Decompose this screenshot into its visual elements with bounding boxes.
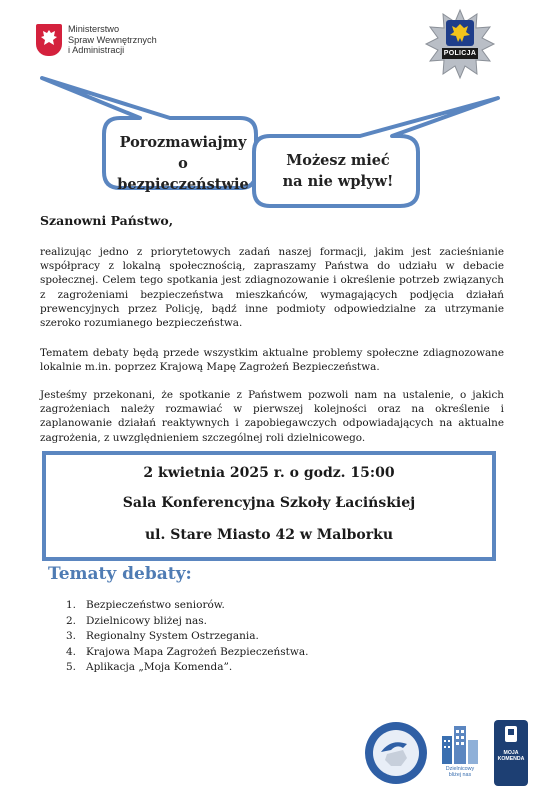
dz-line: Dzielnicowy	[445, 766, 475, 772]
item-text: Regionalny System Ostrzegania.	[86, 630, 259, 643]
paragraph-intro: realizując jedno z priorytetowych zadań naszej formacji, jakim jest zacieśnianie współpracy z lokalną społecznością, zapraszamy Państwa do udziału w debacie społecznej. Celem tego spotkania jest zdiagnozowanie i określenie potrzeb związanych z zagrożeniami bezpieczeństwa mieszkańców, wymagających podjęcia działań prewencyjnych przez Policję, bądź inne podmioty odpowiedzialne za utrzymanie szeroko rozumianego bezpieczeństwa.	[40, 246, 504, 330]
item-number: 5.	[66, 661, 77, 674]
bubble-line: Porozmawiajmy	[119, 134, 247, 151]
topics-title: Tematy debaty:	[48, 564, 192, 584]
eagle-icon	[36, 24, 62, 56]
paragraph-topic: Tematem debaty będą przede wszystkim aktualne problemy społeczne zdiagnozowane lokalnie m.in. poprzez Krajową Mapę Zagrożeń Bezpieczeństwa.	[40, 347, 504, 374]
ministry-line: i Administracji	[68, 45, 125, 56]
bubble-left-text	[112, 132, 254, 195]
item-number: 3.	[66, 630, 77, 643]
ministry-line: Spraw Wewnętrznych	[68, 34, 157, 45]
item-text: Aplikacja „Moja Komenda”.	[86, 661, 233, 674]
list-item	[66, 629, 308, 645]
item-number: 2.	[66, 614, 77, 627]
app-line: MOJA	[503, 750, 519, 756]
dzielnicowy-text	[438, 766, 482, 778]
bubble-line: Możesz mieć	[286, 152, 390, 169]
bubble-line: na nie wpływ!	[282, 173, 394, 190]
poland-map-icon	[373, 730, 419, 776]
paragraph-conclusion: Jesteśmy przekonani, że spotkanie z Państwem pozwoli nam na ustalenie, o jakich zagrożeniach należy rozmawiać w pierwszej kolejności oraz na określenie i zaplanowanie działań reaktywnych i zapobiegawczych odpowiadających na aktualne zagrożenia, z uwzględnieniem szczególnej roli dzielnicowego.	[40, 389, 504, 444]
event-address: ul. Stare Miasto 42 w Malborku	[144, 527, 394, 543]
list-item	[66, 598, 308, 614]
ministry-line: Ministerstwo	[68, 24, 120, 34]
item-number: 1.	[66, 599, 77, 611]
item-text: Dzielnicowy bliżej nas.	[86, 614, 207, 627]
logo-inner	[373, 730, 419, 776]
event-place: Sala Konferencyjna Szkoły Łacińskiej	[122, 495, 416, 511]
list-item	[66, 645, 308, 661]
bubble-line: o bezpieczeństwie	[117, 155, 249, 193]
buildings-icon	[438, 722, 482, 766]
app-line: KOMENDA	[497, 756, 525, 762]
topics-list	[66, 598, 308, 676]
bubble-right-text	[268, 150, 408, 192]
list-item	[66, 660, 308, 676]
moja-komenda-logo	[494, 720, 528, 786]
ministry-logo	[36, 24, 157, 64]
speech-bubbles	[0, 70, 546, 220]
event-info-box	[42, 451, 496, 561]
item-number: 4.	[66, 645, 77, 658]
police-label: POLICJA	[443, 50, 477, 57]
item-text: Bezpieczeństwo seniorów.	[86, 599, 225, 611]
app-name	[494, 750, 528, 762]
greeting: Szanowni Państwo,	[40, 213, 174, 228]
dz-line: bliżej nas	[448, 772, 472, 778]
event-date: 2 kwietnia 2025 r. o godz. 15:00	[143, 465, 395, 481]
ministry-name	[68, 24, 157, 56]
list-item	[66, 614, 308, 630]
item-text: Krajowa Mapa Zagrożeń Bezpieczeństwa.	[86, 645, 309, 658]
dzielnicowy-logo	[438, 722, 482, 788]
safety-program-logo	[365, 722, 427, 784]
app-badge-icon	[494, 720, 528, 748]
